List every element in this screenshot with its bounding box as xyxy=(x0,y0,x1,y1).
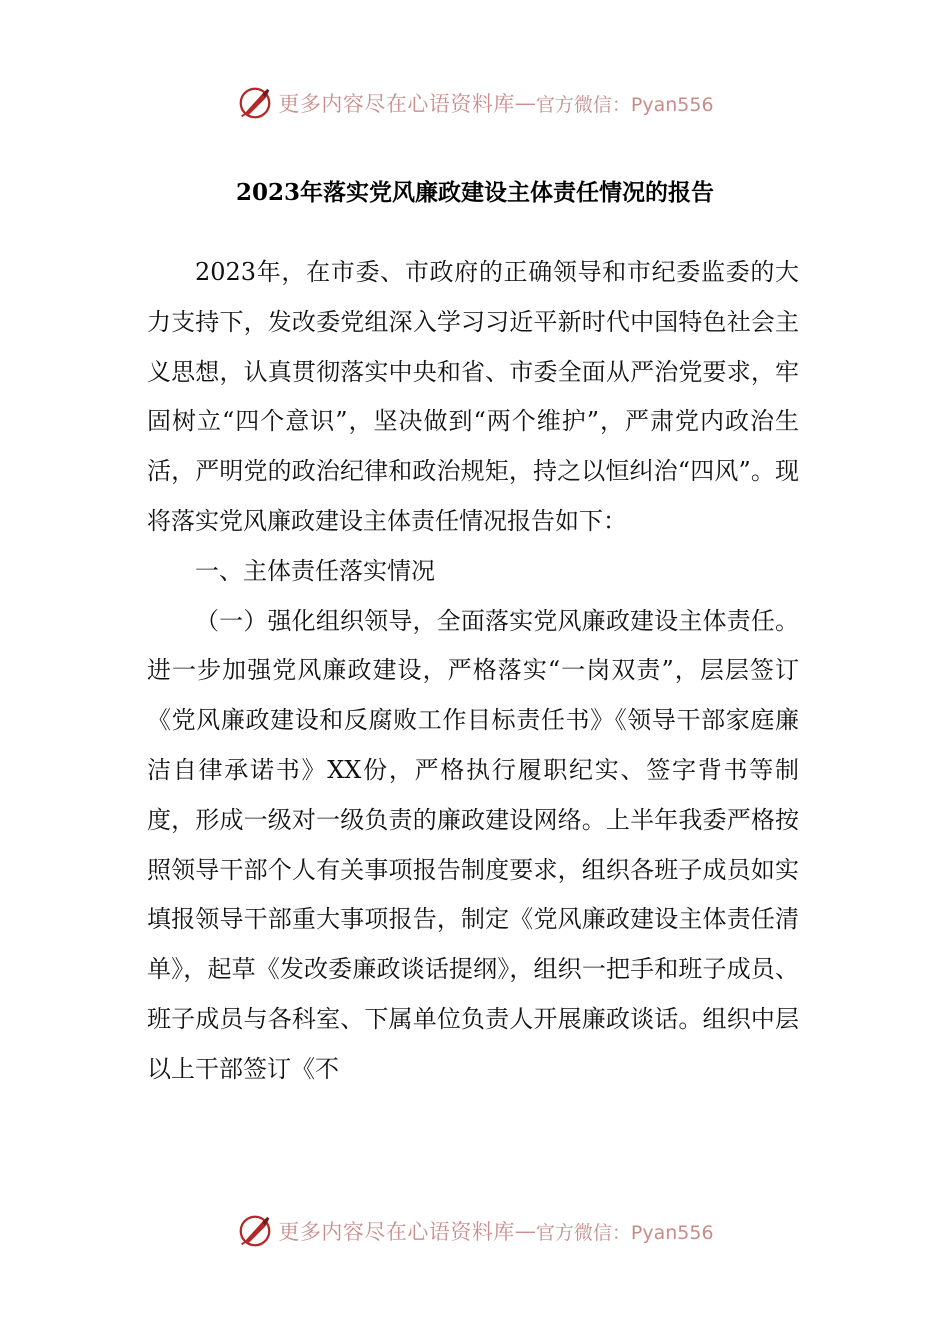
banner-wechat: 官方微信：Pyan556 xyxy=(535,93,714,116)
banner-separator: — xyxy=(514,91,536,115)
pen-nib-logo-icon xyxy=(236,1212,274,1250)
document-title: 2023年落实党风廉政建设主体责任情况的报告 xyxy=(235,179,714,206)
section-heading: 一、主体责任落实情况 xyxy=(195,556,435,585)
body-paragraph: 2023年，在市委、市政府的正确领导和市纪委监委的大力支持下，发改委党组深入学习习近平新时代中国特色社会主义思想，认真贯彻落实中央和省、市委全面从严治党要求，牢固树立“四个意识”，坚决做到“两个维护”，严肃党内政治生活，严明党的政治纪律和政治规矩，持之以恒纠治“四风”。现将落实党风廉政建设主体责任情况报告如下： xyxy=(147,258,799,535)
footer-banner xyxy=(0,1206,950,1256)
body-paragraph: （一）强化组织领导，全面落实党风廉政建设主体责任。进一步加强党风廉政建设，严格落实“一岗双责”，层层签订《党风廉政建设和反腐败工作目标责任书》《领导干部家庭廉洁自律承诺书》XX份，严格执行履职纪实、签字背书等制度，形成一级对一级负责的廉政建设网络。上半年我委严格按照领导干部个人有关事项报告制度要求，组织各班子成员如实填报领导干部重大事项报告，制定《党风廉政建设主体责任清单》，起草《发改委廉政谈话提纲》，组织一把手和班子成员、班子成员与各科室、下属单位负责人开展廉政谈话。组织中层以上干部签订《不 xyxy=(147,606,799,1083)
pen-nib-logo-icon xyxy=(236,84,274,122)
header-banner xyxy=(0,78,950,128)
banner-wechat: 官方微信：Pyan556 xyxy=(535,1221,714,1244)
banner-text: 更多内容尽在心语资料库 xyxy=(278,1220,515,1244)
banner-separator: — xyxy=(514,1219,536,1243)
document-body xyxy=(147,248,799,1095)
banner-text: 更多内容尽在心语资料库 xyxy=(278,92,515,116)
